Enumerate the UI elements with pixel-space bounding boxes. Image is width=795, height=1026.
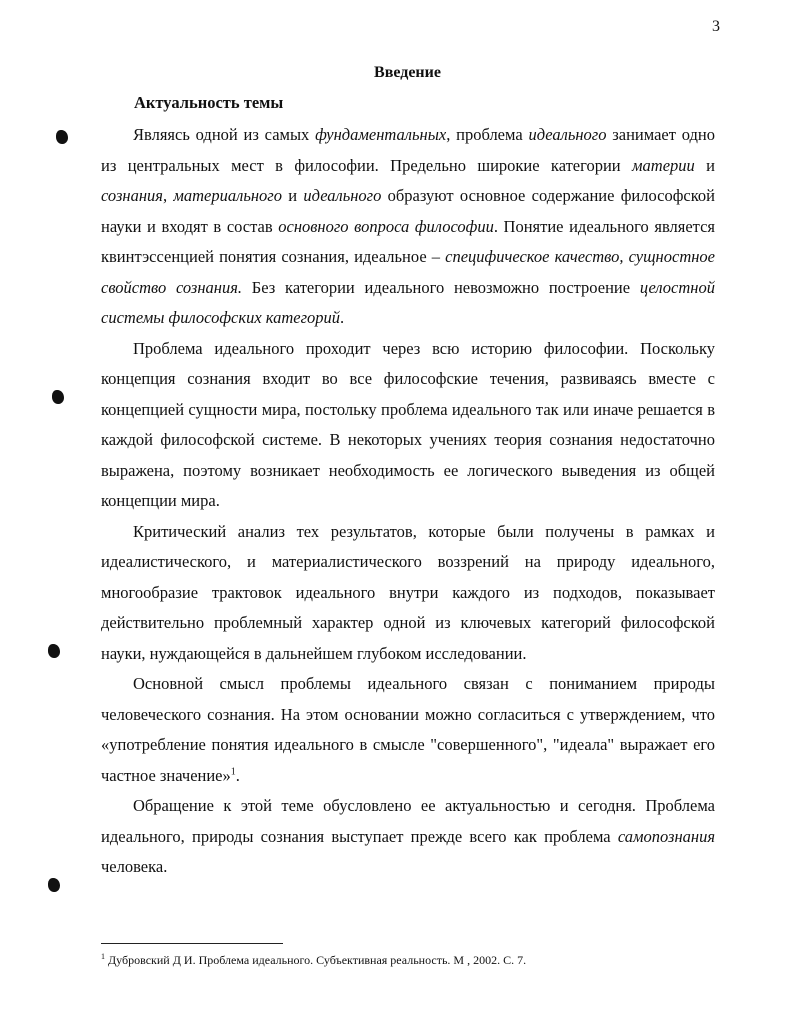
emphasis: фундаментальных (315, 125, 447, 144)
text-run: , (162, 186, 174, 205)
text-run: Без категории идеального невозможно построение (242, 277, 640, 297)
text-run: Основной смысл проблемы идеального связан с пониманием природы человеческого сознания. На этом основании можно согласиться с утверждением, что «употребление понятия идеального в смысле "совершенного", "идеала" выражает его частное значение» (101, 674, 715, 785)
emphasis: идеального (528, 125, 607, 144)
emphasis: материального (173, 186, 282, 205)
paragraph-4 (101, 669, 715, 791)
footnote-reference[interactable]: 1 (230, 766, 236, 777)
paragraph-1 (101, 120, 715, 334)
section-subtitle: Актуальность темы (134, 93, 284, 112)
text-run: и (281, 186, 304, 205)
scan-mark (48, 644, 60, 658)
page-number: 3 (712, 18, 720, 35)
emphasis: самопознания (617, 826, 715, 846)
paragraph-5 (101, 791, 715, 883)
text-run: . Понятие идеального является квинтэссенцией понятия сознания, идеальное – (101, 216, 716, 266)
emphasis: целостной системы философских категорий (101, 277, 715, 327)
emphasis: основного вопроса философии (278, 216, 494, 236)
footnote-text: Дубровский Д И. Проблема идеального. Субъективная реальность. М , 2002. С. 7. (105, 953, 527, 967)
footnote-divider (101, 943, 283, 944)
text-run: , проблема (446, 125, 529, 144)
emphasis: специфическое качество, сущностное свойство сознания. (101, 247, 715, 297)
text-run: . (340, 308, 345, 327)
footnote-marker: 1 (101, 952, 105, 961)
footnote (101, 953, 715, 968)
emphasis: идеального (303, 186, 382, 205)
text-run: . (235, 765, 240, 785)
body-text (101, 120, 715, 883)
scan-mark (48, 878, 60, 892)
text-run: образуют основное содержание философской науки и входят в состав (101, 186, 715, 236)
paragraph-3: Критический анализ тех результатов, которые были получены в рамках и идеалистического, и материалистического воззрений на природу идеального, многообразие трактовок идеального внутри каждого из подходов, показывает действительно проблемный характер одной из ключевых категорий философской науки, нуждающейся в дальнейшем глубоком исследовании. (101, 521, 715, 663)
scan-mark (56, 130, 68, 144)
text-run: и (694, 155, 715, 175)
text-run: Обращение к этой теме обусловлено ее актуальностью и сегодня. Проблема идеального, природы сознания выступает прежде всего как проблема (101, 796, 715, 846)
emphasis: сознания (101, 186, 163, 205)
paragraph-2: Проблема идеального проходит через всю историю философии. Поскольку концепция сознания входит во все философские течения, развиваясь вместе с концепцией сущности мира, постольку проблема идеального так или иначе решается в каждой философской системе. В некоторых учениях теория сознания недостаточно выражена, поэтому возникает необходимость ее логического выведения из общей концепции мира. (101, 338, 715, 510)
section-title: Введение (374, 64, 441, 81)
text-run: человека. (101, 857, 168, 876)
emphasis: материи (632, 155, 695, 175)
scan-mark (52, 390, 64, 404)
text-run: занимает одно из центральных мест в философии. Предельно широкие категории (101, 125, 715, 175)
text-run: Являясь одной из самых (133, 125, 316, 144)
